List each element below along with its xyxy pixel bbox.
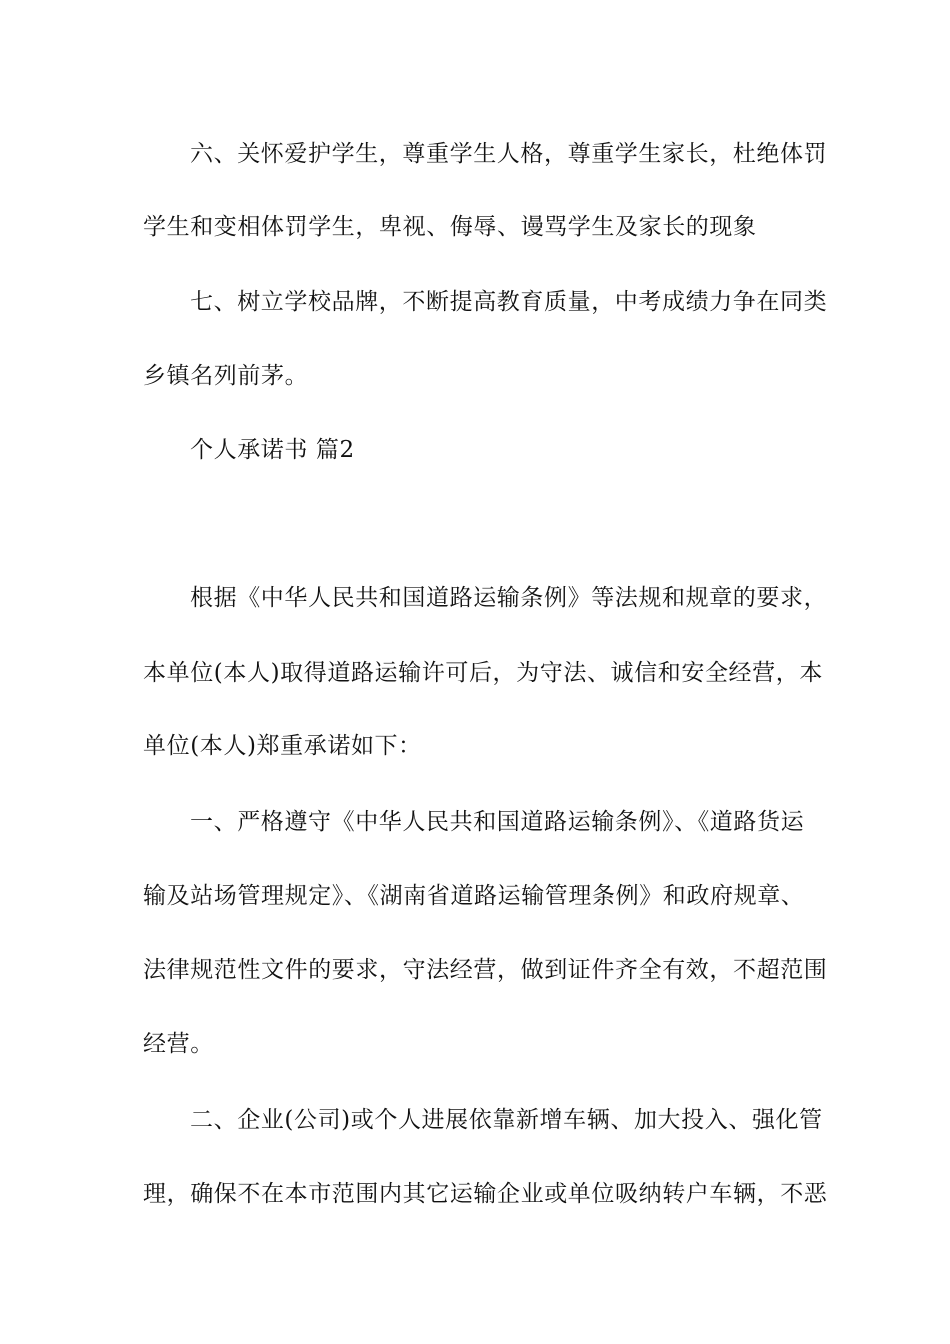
paragraph-line: 本单位(本人)取得道路运输许可后，为守法、诚信和安全经营，本 (143, 660, 823, 686)
paragraph-line: 学生和变相体罚学生，卑视、侮辱、谩骂学生及家长的现象 (143, 214, 757, 240)
paragraph-line: 根据《中华人民共和国道路运输条例》等法规和规章的要求， (190, 585, 828, 611)
paragraph-line: 一、严格遵守《中华人民共和国道路运输条例》、《道路货运 (190, 809, 805, 835)
paragraph-line: 七、树立学校品牌，不断提高教育质量，中考成绩力争在同类 (190, 289, 828, 315)
paragraph-line: 输及站场管理规定》、《湖南省道路运输管理条例》和政府规章、 (143, 883, 805, 909)
paragraph-line: 理，确保不在本市范围内其它运输企业或单位吸纳转户车辆，不恶 (143, 1181, 828, 1207)
paragraph-line: 六、关怀爱护学生，尊重学生人格，尊重学生家长，杜绝体罚 (190, 141, 828, 167)
paragraph-line: 经营。 (143, 1031, 214, 1057)
paragraph-line: 法律规范性文件的要求，守法经营，做到证件齐全有效，不超范围 (143, 957, 828, 983)
section-heading: 个人承诺书 篇2 (190, 437, 355, 463)
paragraph-line: 单位(本人)郑重承诺如下： (143, 733, 422, 759)
paragraph-line: 二、企业(公司)或个人进展依靠新增车辆、加大投入、强化管 (190, 1107, 823, 1133)
paragraph-line: 乡镇名列前茅。 (143, 363, 309, 389)
